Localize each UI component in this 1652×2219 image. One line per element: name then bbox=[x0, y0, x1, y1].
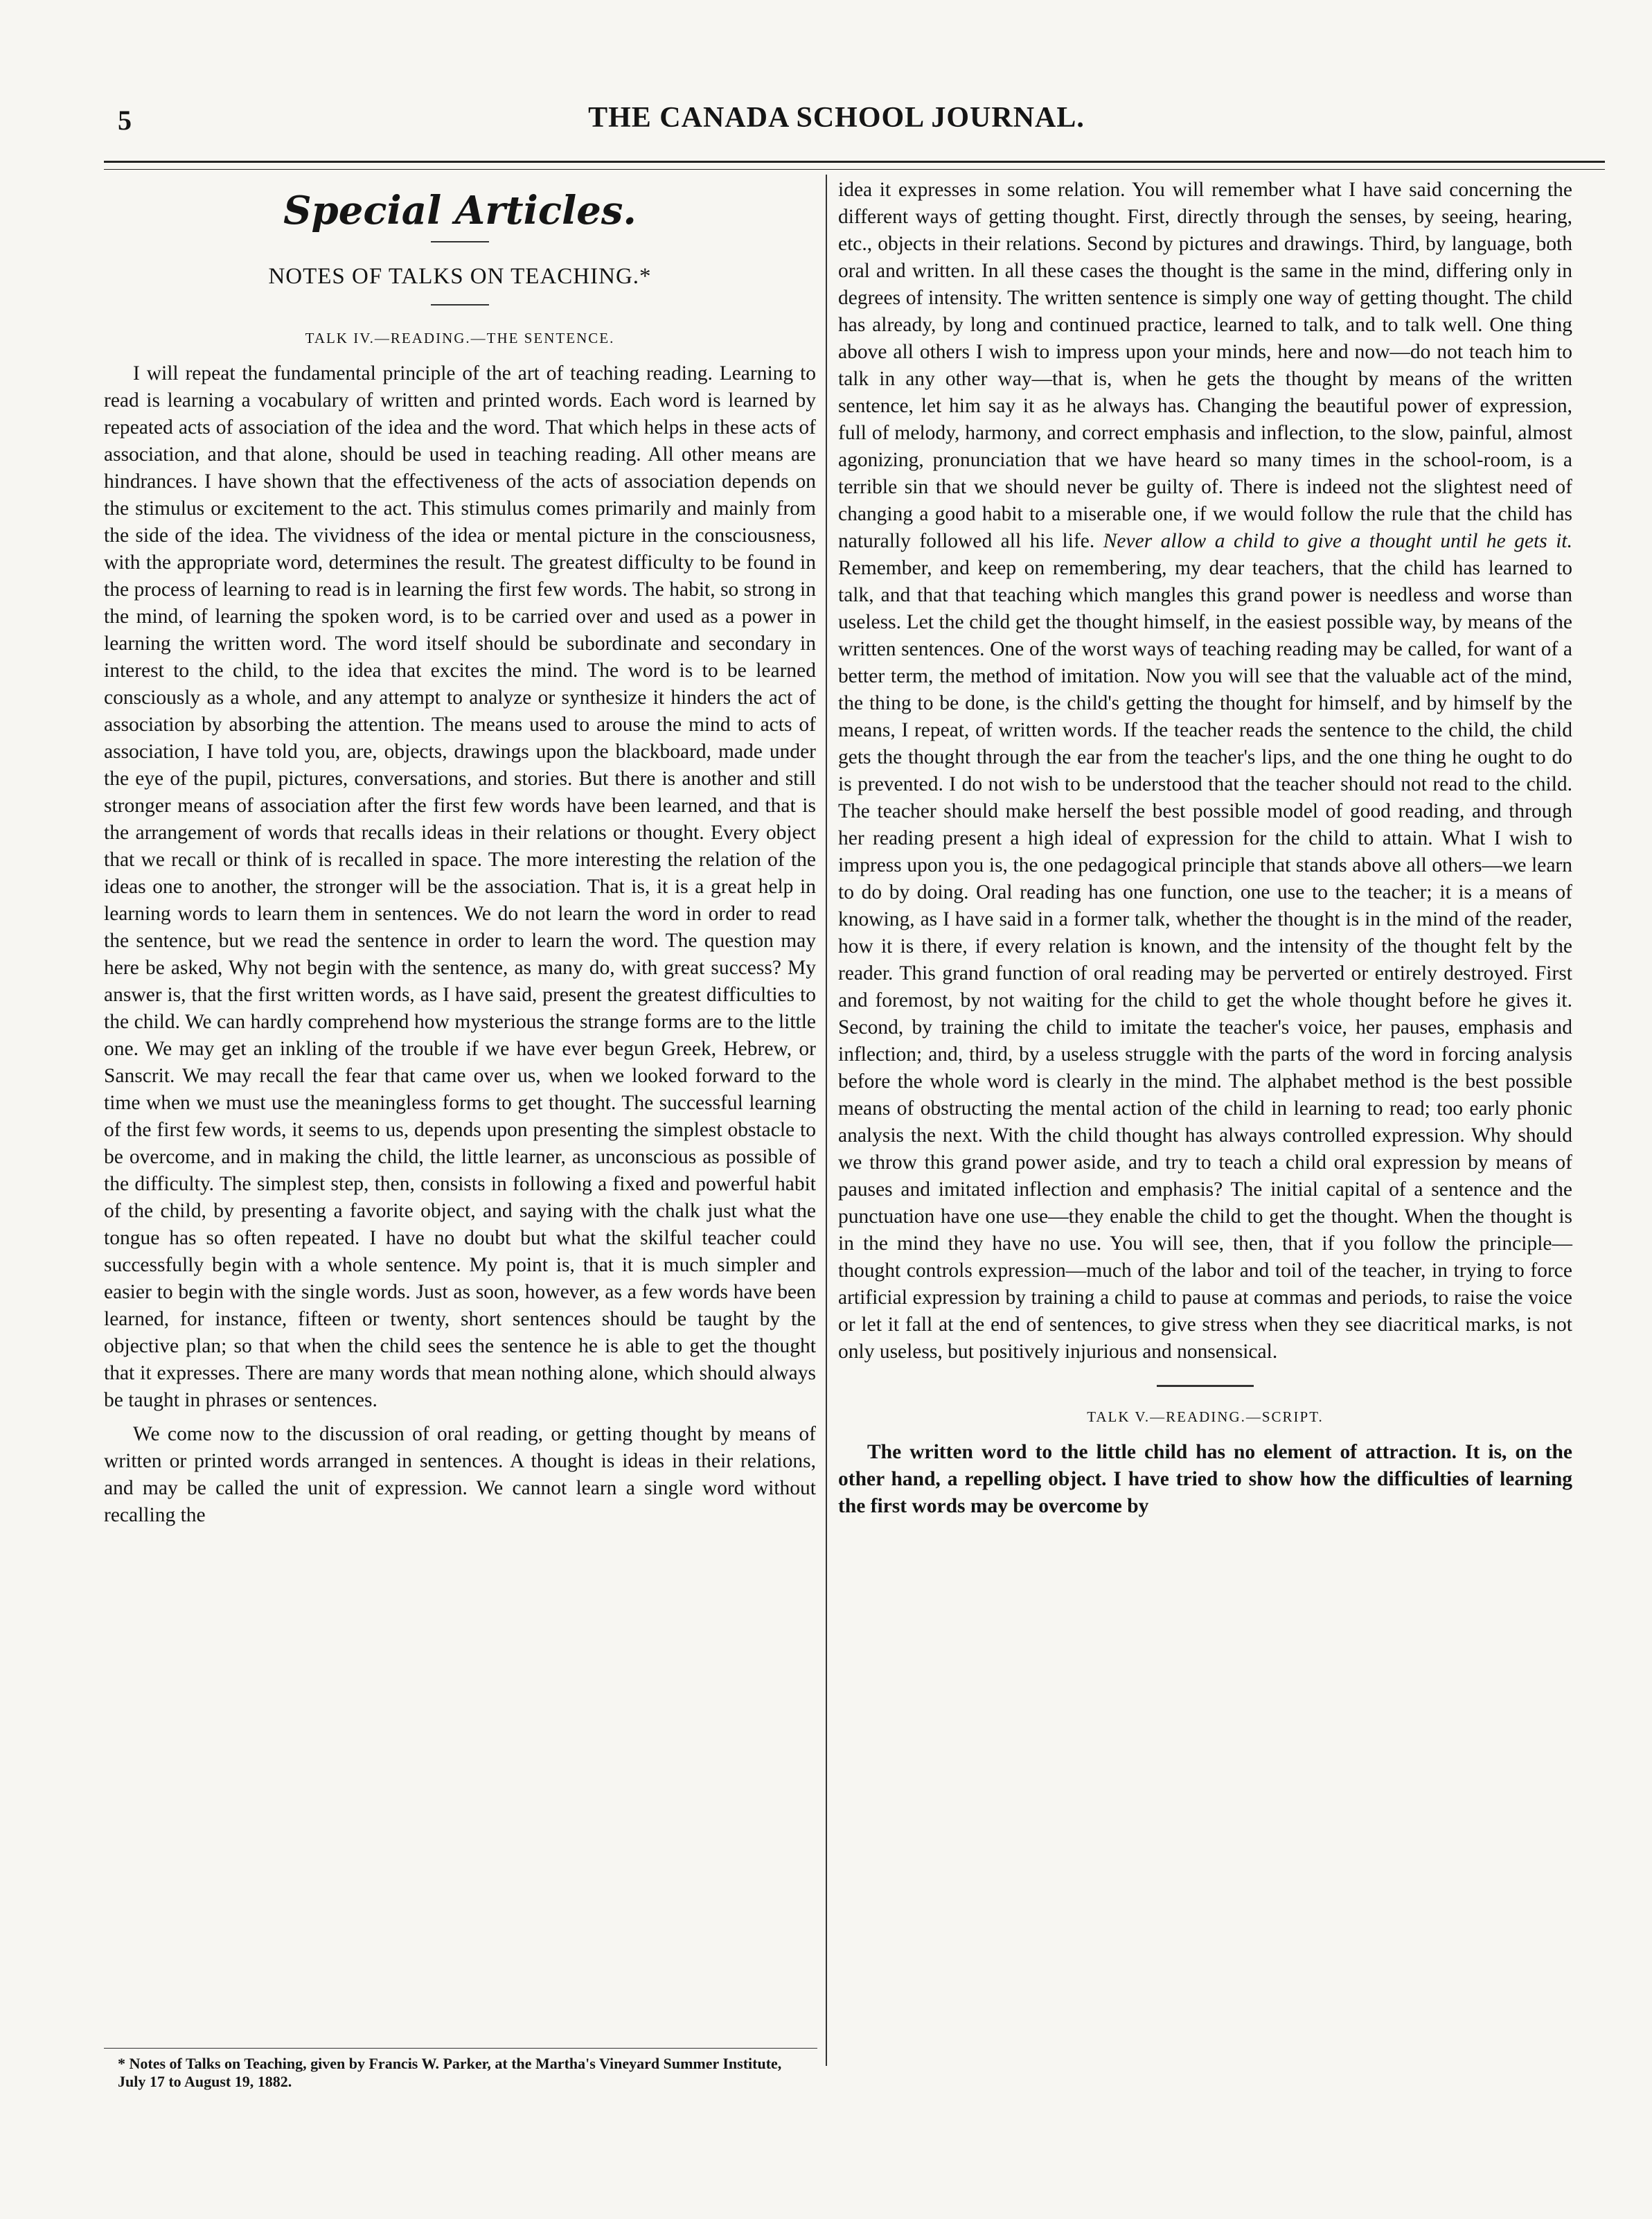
column-divider bbox=[826, 175, 827, 2066]
title-rule bbox=[431, 304, 489, 306]
page-number: 5 bbox=[118, 105, 132, 136]
section-separator bbox=[1157, 1385, 1254, 1387]
right-column bbox=[838, 177, 1572, 1527]
footnote: * Notes of Talks on Teaching, given by Francis W. Parker, at the Martha's Vineyard Summer Institute, July 17 to August 19, 1882. bbox=[118, 2055, 782, 2090]
left-paragraph-1: I will repeat the fundamental principle of the art of teaching reading. Learning to read is learning a vocabulary of written and printed words. Each word is learned by repeated acts of association of the idea and the word. That which helps in these acts of association, and that alone, should be used in teaching reading. All other means are hindrances. I have shown that the effectiveness of the acts of association depends on the stimulus or excitement to the act. This stimulus comes primarily and mainly from the side of the idea. The vividness of the idea or mental picture in the consciousness, with the appropriate word, determines the result. The greatest difficulty to be found in the process of learning to read is in learning the first few words. The habit, so strong in the mind, of learning the spoken word, is to be carried over and used as a power in learning the written word. The word itself should be subordinate and secondary in interest to the child, to the idea that excites the mind. The word is to be learned consciously as a whole, and any attempt to analyze or synthesize it hinders the act of association by absorbing the attention. The means used to arouse the mind to acts of association, I have told you, are, objects, drawings upon the blackboard, made under the eye of the pupil, pictures, conversations, and stories. But there is another and still stronger means of association after the first few words have been learned, and that is the arrangement of words that recalls ideas in their relations or thought. Every object that we recall or think of is recalled in space. The more interesting the relation of the ideas one to another, the stronger will be the association. That is, it is a great help in learning words to learn them in sentences. We do not learn the word in order to read the sentence, but we read the sentence in order to learn the word. The question may here be asked, Why not begin with the sentence, as many do, with great success? My answer is, that the first written words, as I have said, present the greatest difficulties to the child. We can hardly comprehend how mysterious the strange forms are to the little one. We may get an inkling of the trouble if we have ever begun Greek, Hebrew, or Sanscrit. We may recall the fear that came over us, when we looked forward to the time when we must use the meaningless forms to get thought. The successful learning of the first few words, it seems to us, depends upon presenting the simplest obstacle to be overcome, and in making the child, the little learner, as unconscious as possible of the difficulty. The simplest step, then, consists in following a fixed and powerful habit of the child, by presenting a favorite object, and saying with the chalk just what the tongue has so often repeated. I have no doubt but what the skilful teacher could successfully begin with a whole sentence. My point is, that it is much simpler and easier to begin with the single words. Just as soon, however, as a few words have been learned, for instance, fifteen or twenty, short sentences should be taught by the objective plan; so that when the child sees the sentence he is able to get the thought that it expresses. There are many words that mean nothing alone, which should always be taught in phrases or sentences. bbox=[104, 362, 816, 1411]
left-paragraph-2: We come now to the discussion of oral reading, or getting thought by means of written or printed words arranged in sentences. A thought is ideas in their relations, and may be called the unit of expression. We cannot learn a single word without recalling the bbox=[104, 1423, 816, 1526]
article-title: NOTES OF TALKS ON TEACHING.* bbox=[268, 264, 652, 289]
right-paragraph-continued bbox=[838, 177, 1572, 1365]
header-rule-thin bbox=[104, 169, 1605, 170]
right-paragraph-text: idea it expresses in some relation. You will remember what I have said concerning the different ways of getting thought. First, directly through the senses, by seeing, hearing, etc., objects in their relations. Second by pictures and drawings. Third, by language, both oral and written. In all these cases the thought is the same in the mind, differing only in degrees of intensity. The written sentence is simply one way of getting thought. The child has already, by long and continued practice, learned to talk, and to talk well. One thing above all others I wish to impress upon your minds, here and now—do not teach him to talk in any other way—that is, when he gets the thought by means of the written sentence, let him say it as he always has. Changing the beautiful power of expression, full of melody, harmony, and correct emphasis and inflection, to the slow, painful, almost agonizing, pronunciation that we have heard so many times in the school-room, is a terrible sin that we should never be guilty of. There is indeed not the slightest need of changing a good habit to a miserable one, if we would follow the rule that the child has naturally followed all his life. bbox=[838, 179, 1572, 552]
talk-v-paragraph: The written word to the little child has no element of attraction. It is, on the other hand, a repelling object. I have tried to show how the difficulties of learning the first words may be overcome by bbox=[838, 1441, 1572, 1517]
left-column bbox=[104, 177, 816, 1536]
heading-rule bbox=[431, 241, 489, 242]
header-rule bbox=[104, 161, 1605, 163]
journal-title: THE CANADA SCHOOL JOURNAL. bbox=[588, 102, 1085, 134]
talk-iv-heading: TALK IV.—READING.—THE SENTENCE. bbox=[305, 330, 615, 346]
section-heading: Special Articles. bbox=[283, 188, 637, 233]
footnote-rule bbox=[104, 2048, 817, 2049]
talk-v-heading: TALK V.—READING.—SCRIPT. bbox=[1087, 1408, 1324, 1425]
right-paragraph-after-rule: Remember, and keep on remembering, my dear teachers, that the child has learned to talk, and that that teaching which mangles this grand power is needless and worse than useless. Let the child get the thought himself, in the easiest possible way, by means of the written sentences. One of the worst ways of teaching reading may be called, for want of a better term, the method of imitation. Now you will see that the valuable act of the mind, the thing to be done, is the child's getting the thought for himself, and by himself by the means, I repeat, of written words. If the teacher reads the sentence to the child, the child gets the thought through the ear from the teacher's lips, and the one thing he ought to do is prevented. I do not wish to be understood that the teacher should not read to the child. The teacher should make herself the best possible model of good reading, and through her reading present a high ideal of expression for the child to attain. What I wish to impress upon you is, the one pedagogical principle that stands above all others—we learn to do by doing. Oral reading has one function, one use to the teacher; it is a means of knowing, as I have said in a former talk, whether the thought is in the mind of the reader, how it is there, if every relation is known, and the intensity of the thought felt by the reader. This grand function of oral reading may be perverted or entirely destroyed. First and foremost, by not waiting for the child to get the whole thought before he gives it. Second, by training the child to imitate the teacher's voice, her pauses, emphasis and inflection; and, third, by a useless struggle with the parts of the word in forcing analysis before the whole word is clearly in the mind. The alphabet method is the best possible means of obstructing the mental action of the child in learning to read; too early phonic analysis the next. With the child thought has always controlled expression. Why should we throw this grand power aside, and try to teach a child oral expression by means of pauses and imitated inflection and emphasis? The initial capital of a sentence and the punctuation have one use—they enable the child to get the thought. When the thought is in the mind they have no use. You will see, then, that if you follow the principle—thought controls expression—much of the labor and toil of the teacher, in trying to force artificial expression by training a child to pause at commas and periods, to raise the voice or let it fall at the end of sentences, to give stress when they see diacritical marks, is not only useless, but positively injurious and nonsensical. bbox=[838, 557, 1572, 1363]
italic-rule: Never allow a child to give a thought until he gets it. bbox=[1103, 530, 1572, 552]
